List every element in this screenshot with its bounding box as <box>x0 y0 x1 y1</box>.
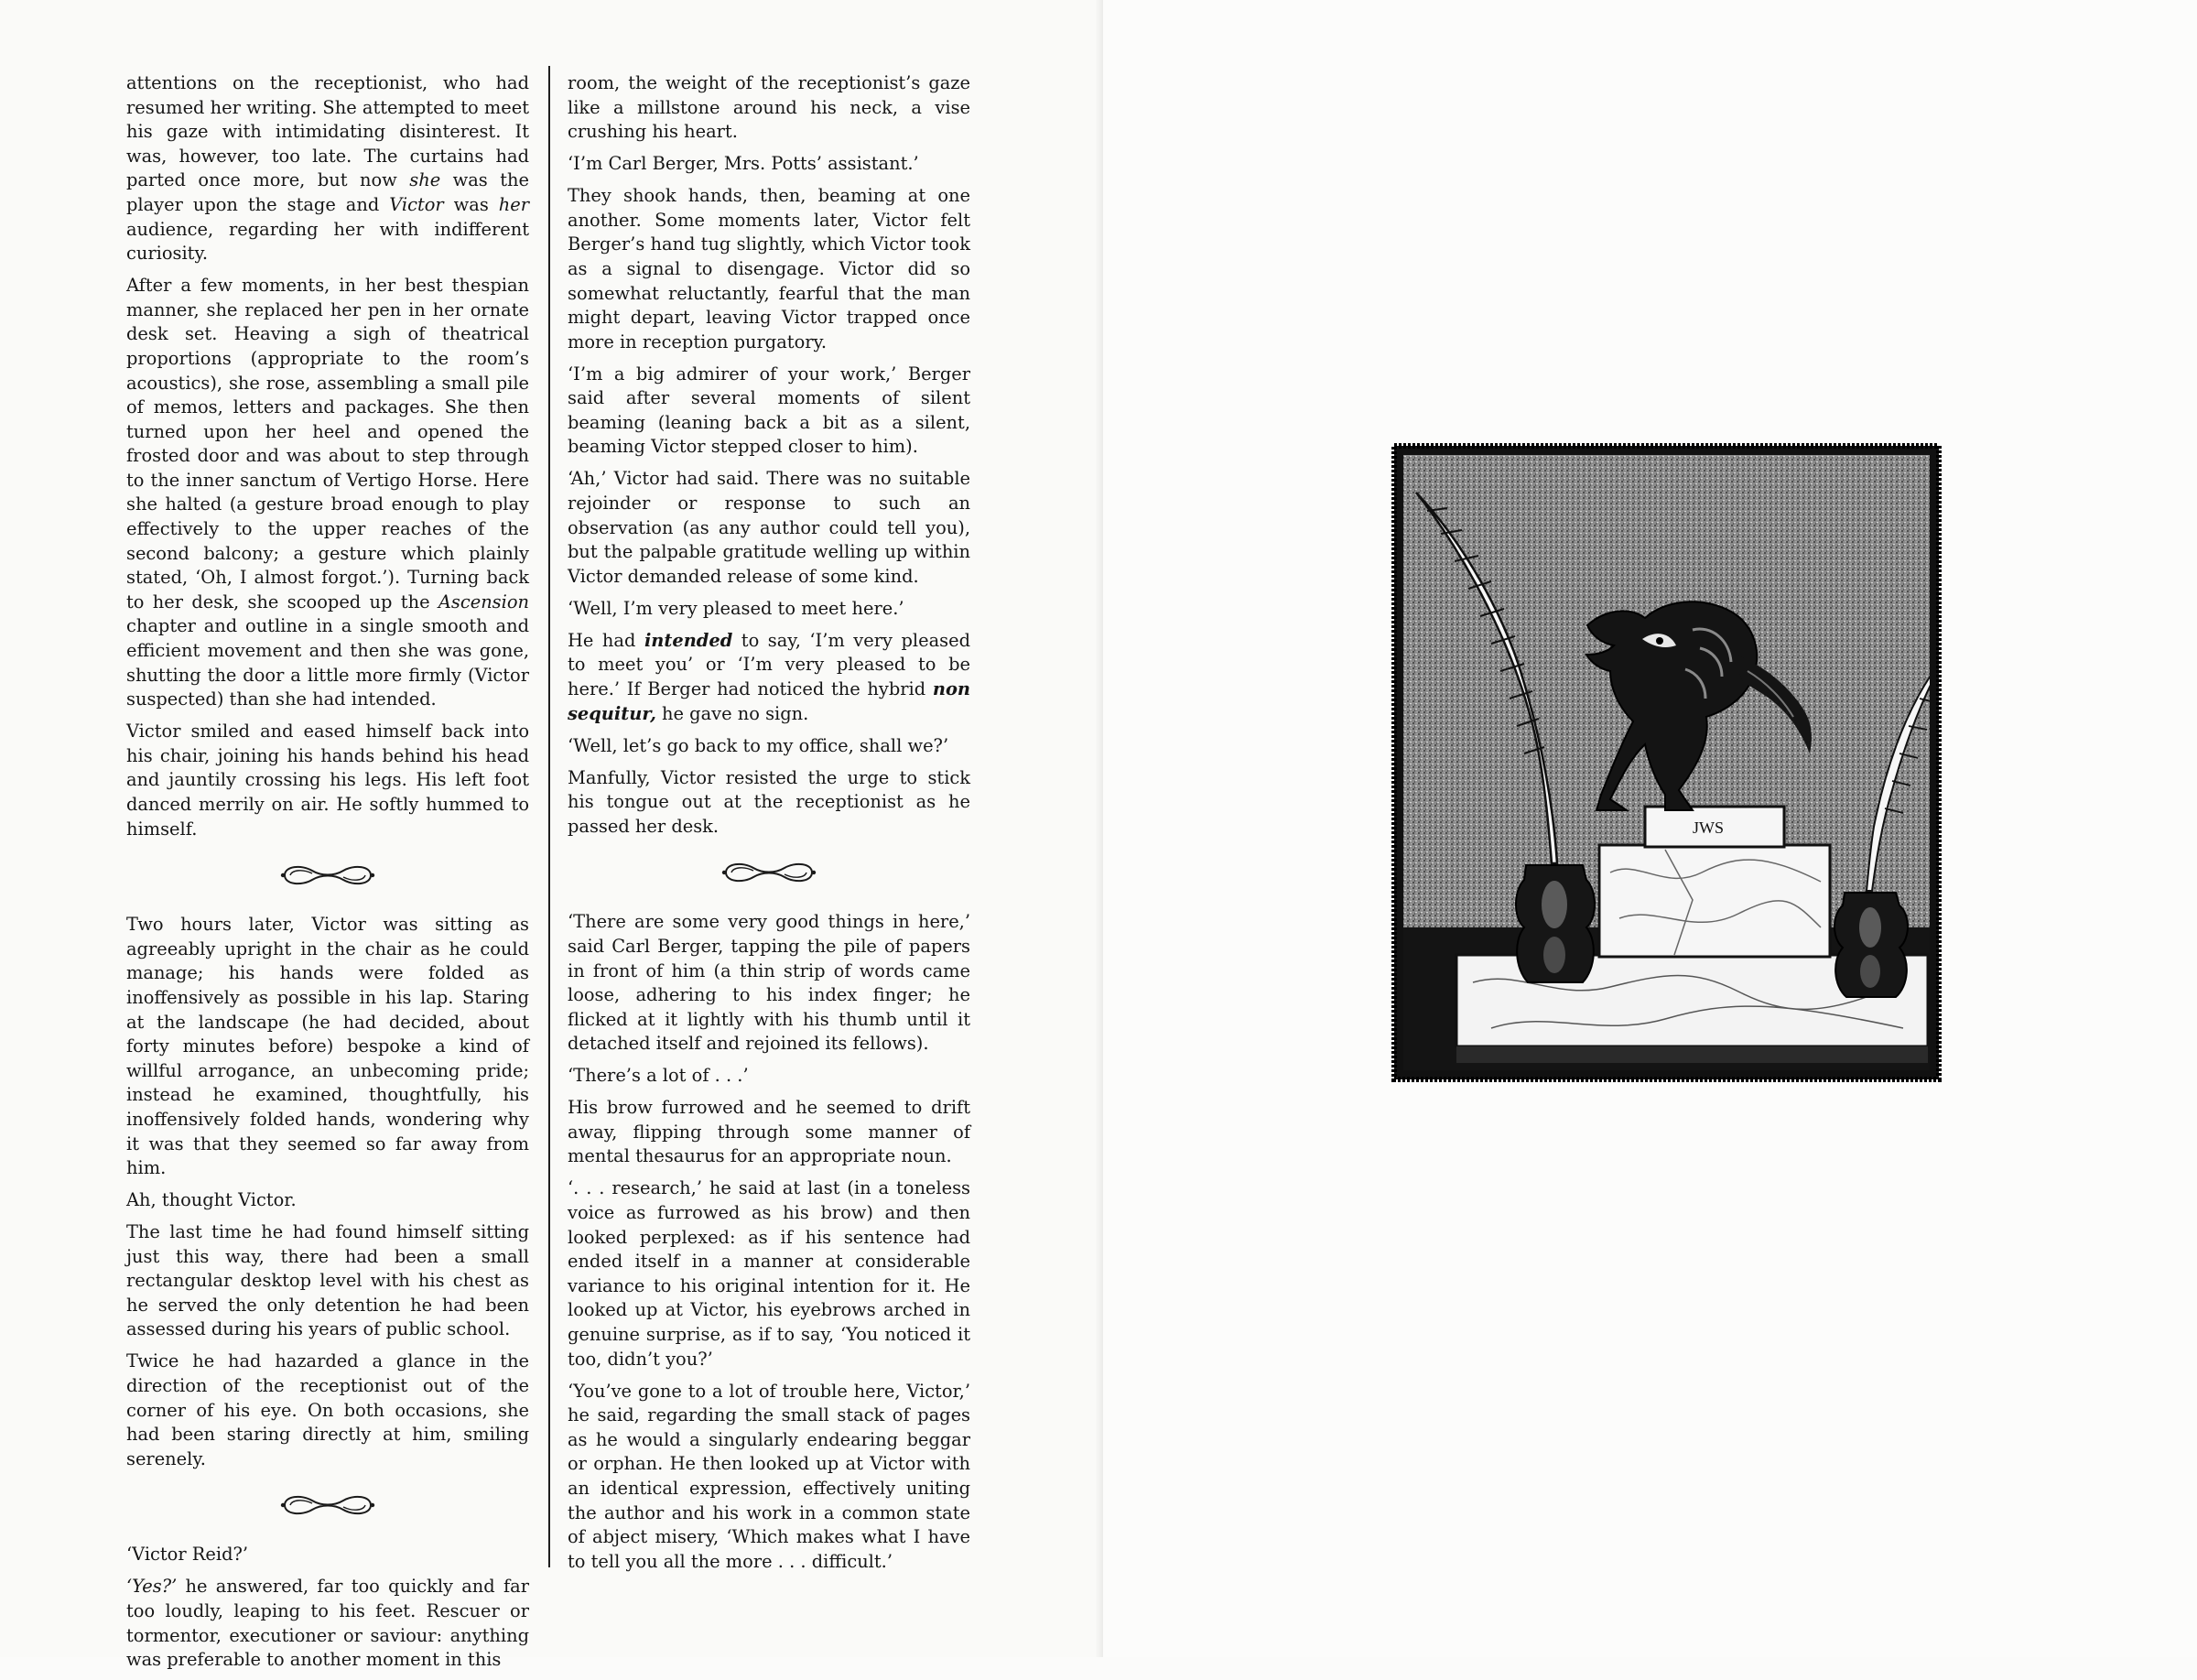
left-page <box>0 0 1103 1671</box>
paragraph: ‘I’m a big admirer of your work,’ Berger said after several moments of silent beaming (leaning back a bit as a silent, beaming Victor stepped closer to him). <box>568 363 970 458</box>
paragraph: The last time he had found himself sitting just this way, there had been a small rectangular desktop level with his chest as he served the only detention he had been assessed during his years of public school. <box>126 1221 529 1340</box>
paragraph: ‘Ah,’ Victor had said. There was no suitable rejoinder or response to such an observation (as any author could tell you), but the palpable gratitude welling up within Victor demanded release of some kind. <box>568 468 970 587</box>
paragraph: ‘There’s a lot of . . .’ <box>568 1065 749 1087</box>
marble-pedestal <box>1599 845 1830 957</box>
column-divider <box>548 66 550 1567</box>
text-column-1 <box>126 71 529 1680</box>
plaque-text: JWS <box>1693 818 1725 837</box>
paragraph: After a few moments, in her best thespian manner, she replaced her pen in her ornate desk set. Heaving a sigh of theatrical proportions (appropriate to the room’s acoustics), she rose, assembling a small pile of memos, letters and packages. She then turned upon her heel and opened the frosted door and was about to step through to the inner sanctum of Vertigo Horse. Here she halted (a gesture broad enough to play effectively to the upper reaches of the second balcony; a gesture which plainly stated, ‘Oh, I almost forgot.’). Turning back to her desk, she scooped up the Ascension chapter and outline in a single smooth and efficient movement and then she was gone, shutting the door a little more firmly (Victor suspected) than she had intended. <box>126 275 529 710</box>
paragraph: ‘Well, let’s go back to my office, shall we?’ <box>568 734 949 756</box>
paragraph: Victor smiled and eased himself back into his chair, joining his hands behind his head and jauntily crossing his legs. His left foot danced merrily on air. He softly hummed to himself. <box>126 721 529 840</box>
text-column-2 <box>568 71 970 1582</box>
paragraph: Two hours later, Victor was sitting as agreeably upright in the chair as he could manage; his hands were folded as inoffensively as possible in his lap. Staring at the landscape (he had decided, about forty minutes before) bespoke a kind of willful arrogance, an unbecoming pride; instead he examined, thoughtfully, his inoffensively folded hands, wondering why it was that they seemed so far away from him. <box>126 914 529 1179</box>
paragraph: He had intended to say, ‘I’m very pleased to meet you’ or ‘I’m very pleased to be here.’ If Berger had noticed the hybrid non sequitur, he gave no sign. <box>568 629 970 724</box>
paragraph: ‘There are some very good things in here,’ said Carl Berger, tapping the pile of papers in front of him (a thin strip of words came loose, adhering to his index finger; he flicked at it lightly with his thumb until it detached itself and rejoined its fellows). <box>568 911 970 1055</box>
illustration-raven-inkwells <box>1391 442 1943 1083</box>
paragraph: Manfully, Victor resisted the urge to stick his tongue out at the receptionist as he passed her desk. <box>568 766 970 837</box>
paragraph: They shook hands, then, beaming at one another. Some moments later, Victor felt Berger’s hand tug slightly, which Victor took as a signal to disengage. Victor did so somewhat reluctantly, fearful that the man might depart, leaving Victor trapped once more in reception purgatory. <box>568 185 970 352</box>
paragraph: ‘Well, I’m very pleased to meet here.’ <box>568 597 904 619</box>
paragraph: ‘. . . research,’ he said at last (in a toneless voice as furrowed as his brow) and then looked perplexed: as if his sentence had ended itself in a manner at considerable variance to his original intention for it. He looked up at Victor, his eyebrows arched in genuine surprise, as if to say, ‘You noticed it too, didn’t you?’ <box>568 1177 970 1370</box>
section-break-ornament-icon <box>719 857 819 888</box>
section-break-ornament-icon <box>277 1490 378 1521</box>
paragraph: ‘You’ve gone to a lot of trouble here, Victor,’ he said, regarding the small stack of pages as he would a singularly endearing beggar or orphan. He then looked up at Victor with an identical expression, effectively uniting the author and his work in a common state of abject misery, ‘Which makes what I have to tell you all the more . . . difficult.’ <box>568 1380 970 1572</box>
paragraph: Ah, thought Victor. <box>126 1189 297 1211</box>
paragraph: ‘Victor Reid?’ <box>126 1544 249 1566</box>
paragraph: ‘Yes?’ he answered, far too quickly and far too loudly, leaping to his feet. Rescuer or tormentor, executioner or saviour: anything was preferable to another moment in this <box>126 1576 529 1671</box>
paragraph: Twice he had hazarded a glance in the direction of the receptionist out of the corner of his eye. On both occasions, she had been staring directly at him, smiling serenely. <box>126 1350 529 1469</box>
section-break-ornament-icon <box>277 860 378 891</box>
paragraph: attentions on the receptionist, who had resumed her writing. She attempted to meet his gaze with intimidating disinterest. It was, however, too late. The curtains had parted once more, but now she was the player upon the stage and Victor was her audience, regarding her with indifferent curiosity. <box>126 72 529 265</box>
paragraph: His brow furrowed and he seemed to drift away, flipping through some manner of mental thesaurus for an appropriate noun. <box>568 1097 970 1167</box>
paragraph: room, the weight of the receptionist’s gaze like a millstone around his neck, a vise crushing his heart. <box>568 72 970 143</box>
paragraph: ‘I’m Carl Berger, Mrs. Potts’ assistant.’ <box>568 153 919 175</box>
